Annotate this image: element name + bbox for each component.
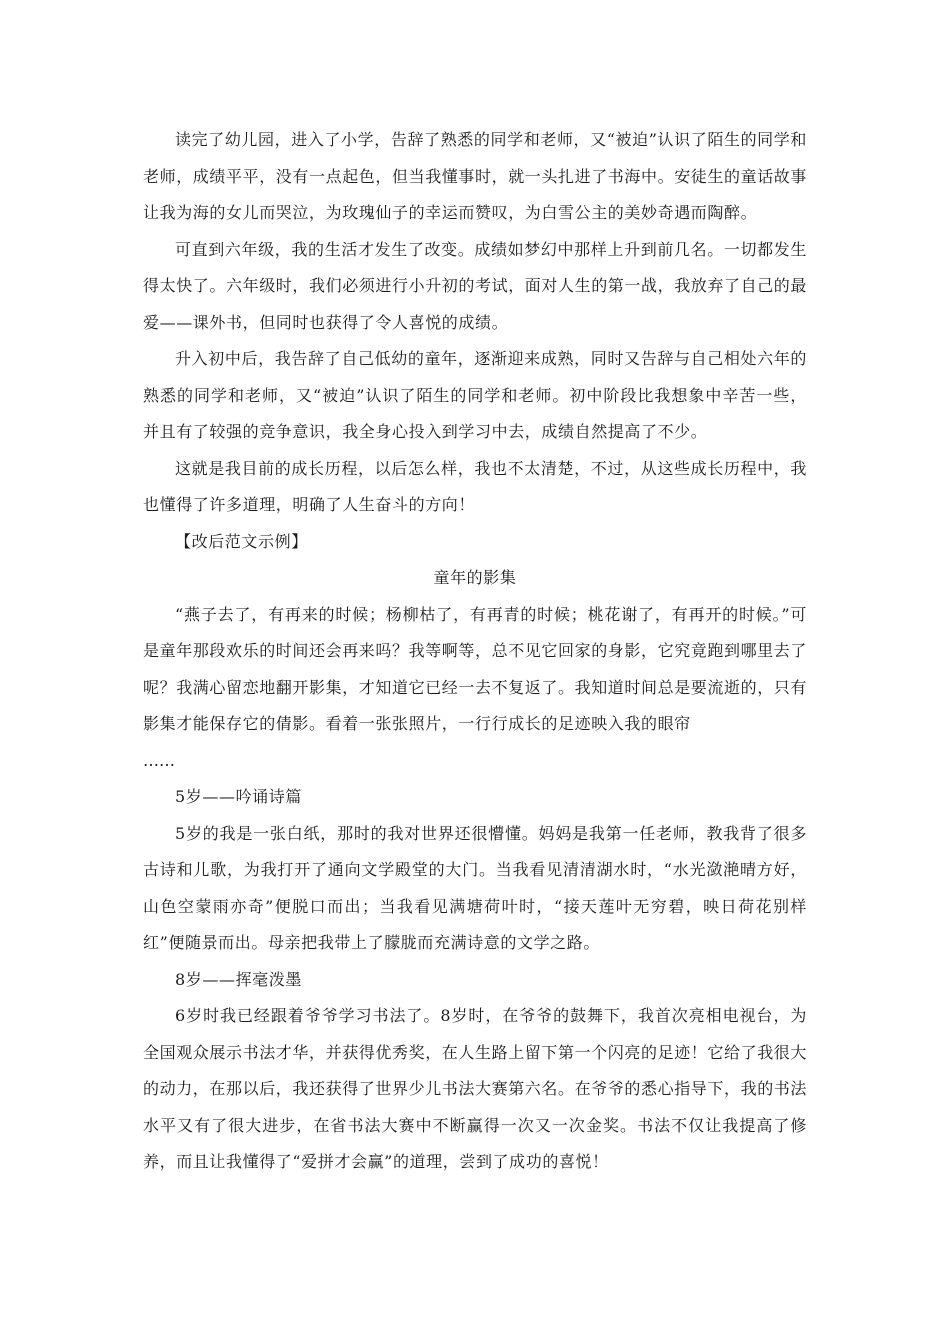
section2-heading: 8岁——挥毫泼墨 <box>175 969 302 989</box>
paragraph-kindergarten: 读完了幼儿园，进入了小学，告辞了熟悉的同学和老师，又“被迫”认识了陌生的同学和老师，成绩平平，没有一点起色，但当我懂事时，就一头扎进了书海中。安徒生的童话故事让我为海的女儿而哭泣，为玫瑰仙子的幸运而赞叹，为白雪公主的美妙奇遇而陶醉。 <box>143 130 808 222</box>
section2-paragraph: 6岁时我已经跟着爷爷学习书法了。8岁时，在爷爷的鼓舞下，我首次亮相电视台，为全国观众展示书法才华，并获得优秀奖，在人生路上留下第一个闪亮的足迹！它给了我很大的动力，在那以后，我还获得了世界少儿书法大赛第六名。在爷爷的悉心指导下，我的书法水平又有了很大进步，在省书法大赛中不断赢得一次又一次金奖。书法不仅让我提高了修养，而且让我懂得了“爱拼才会赢”的道理，尝到了成功的喜悦！ <box>143 1006 808 1171</box>
essay-title: 童年的影集 <box>433 568 517 587</box>
intro-paragraph: “燕子去了，有再来的时候；杨柳枯了，有再青的时候；桃花谢了，有再开的时候。”可是童年那段欢乐的时间还会再来吗？我等啊等，总不见它回家的身影，它究竟跑到哪里去了呢？我满心留恋地翻开影集，才知道它已经一去不复返了。我知道时间总是要流逝的，只有影集才能保存它的倩影。看着一张张照片，一行行成长的足迹映入我的眼帘 <box>143 604 808 733</box>
section1-paragraph: 5岁的我是一张白纸，那时的我对世界还很懵懂。妈妈是我第一任老师，教我背了很多古诗和儿歌，为我打开了通向文学殿堂的大门。当我看见清清湖水时，“水光潋滟晴方好，山色空蒙雨亦奇”便脱口而出；当我看见满塘荷叶时，“接天莲叶无穷碧，映日荷花别样红”便随景而出。母亲把我带上了朦胧而充满诗意的文学之路。 <box>143 823 807 952</box>
intro-ellipsis: …… <box>143 750 175 770</box>
paragraph-junior-high: 升入初中后，我告辞了自己低幼的童年，逐渐迎来成熟，同时又告辞与自己相处六年的熟悉的同学和老师，又“被迫”认识了陌生的同学和老师。初中阶段比我想象中辛苦一些，并且有了较强的竞争意识，我全身心投入到学习中去，成绩自然提高了不少。 <box>143 349 807 441</box>
document-body <box>143 122 807 1181</box>
paragraph-sixth-grade: 可直到六年级，我的生活才发生了改变。成绩如梦幻中那样上升到前几名。一切都发生得太快了。六年级时，我们必须进行小升初的考试，面对人生的第一战，我放弃了自己的最爱——课外书，但同时也获得了令人喜悦的成绩。 <box>143 239 808 332</box>
paragraph-conclusion: 这就是我目前的成长历程，以后怎么样，我也不太清楚，不过，从这些成长历程中，我也懂得了许多道理，明确了人生奋斗的方向！ <box>143 458 807 514</box>
section1-heading: 5岁——吟诵诗篇 <box>175 787 302 806</box>
section-label: 【改后范文示例】 <box>175 531 308 551</box>
